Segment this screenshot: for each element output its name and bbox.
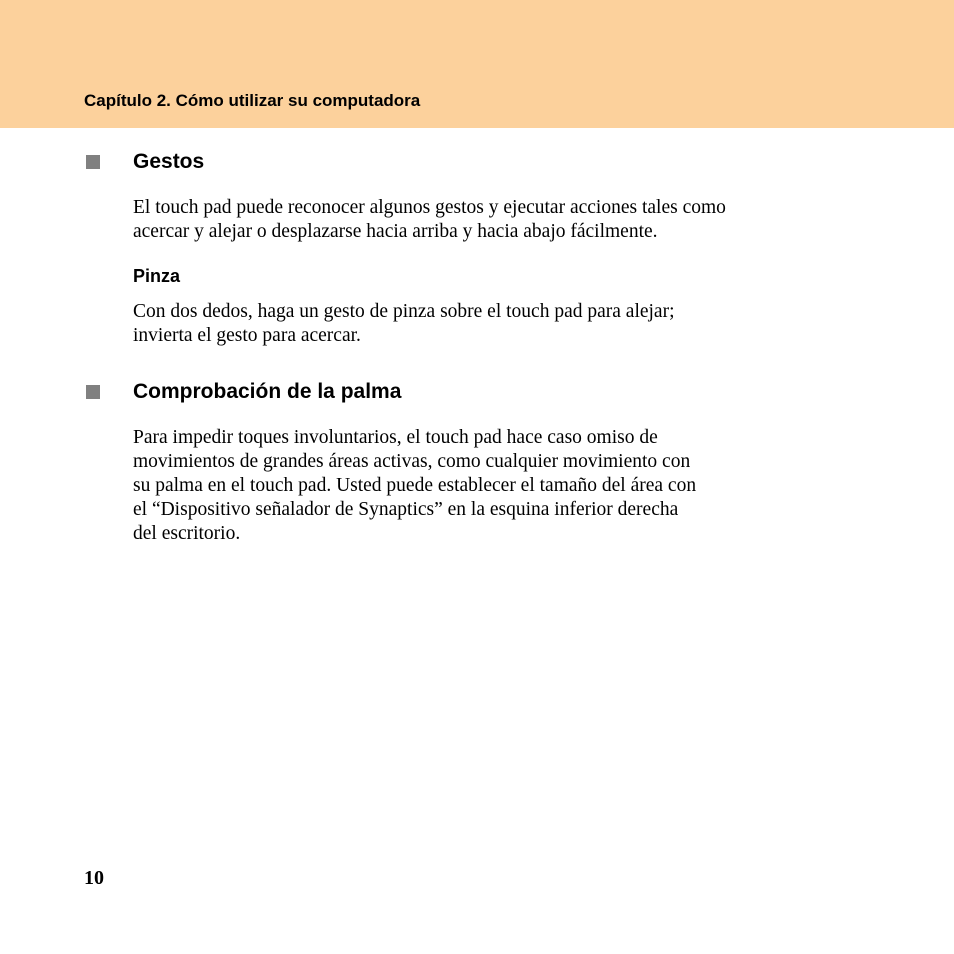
square-bullet-icon xyxy=(86,155,100,169)
section-heading-gestos: Gestos xyxy=(133,150,205,173)
square-bullet-icon xyxy=(86,385,100,399)
paragraph-line: invierta el gesto para acercar. xyxy=(133,325,361,346)
paragraph-line: Para impedir toques involuntarios, el touch pad hace caso omiso de xyxy=(133,427,658,448)
pinza-paragraph xyxy=(133,300,853,348)
paragraph-line: acercar y alejar o desplazarse hacia arriba y hacia abajo fácilmente. xyxy=(133,221,658,242)
paragraph-line: El touch pad puede reconocer algunos gestos y ejecutar acciones tales como xyxy=(133,197,726,218)
subsection-heading-pinza: Pinza xyxy=(133,266,181,286)
paragraph-line: su palma en el touch pad. Usted puede establecer el tamaño del área con xyxy=(133,475,697,496)
chapter-header-band xyxy=(0,0,954,128)
paragraph-line: del escritorio. xyxy=(133,523,241,544)
page-number: 10 xyxy=(84,867,104,889)
paragraph-line: el “Dispositivo señalador de Synaptics” en la esquina inferior derecha xyxy=(133,499,679,520)
paragraph-line: movimientos de grandes áreas activas, como cualquier movimiento con xyxy=(133,451,691,472)
paragraph-line: Con dos dedos, haga un gesto de pinza sobre el touch pad para alejar; xyxy=(133,301,675,322)
gestos-paragraph xyxy=(133,196,853,244)
palm-check-paragraph xyxy=(133,426,853,546)
chapter-title: Capítulo 2. Cómo utilizar su computadora xyxy=(84,91,421,110)
section-heading-palm-check: Comprobación de la palma xyxy=(133,380,402,403)
